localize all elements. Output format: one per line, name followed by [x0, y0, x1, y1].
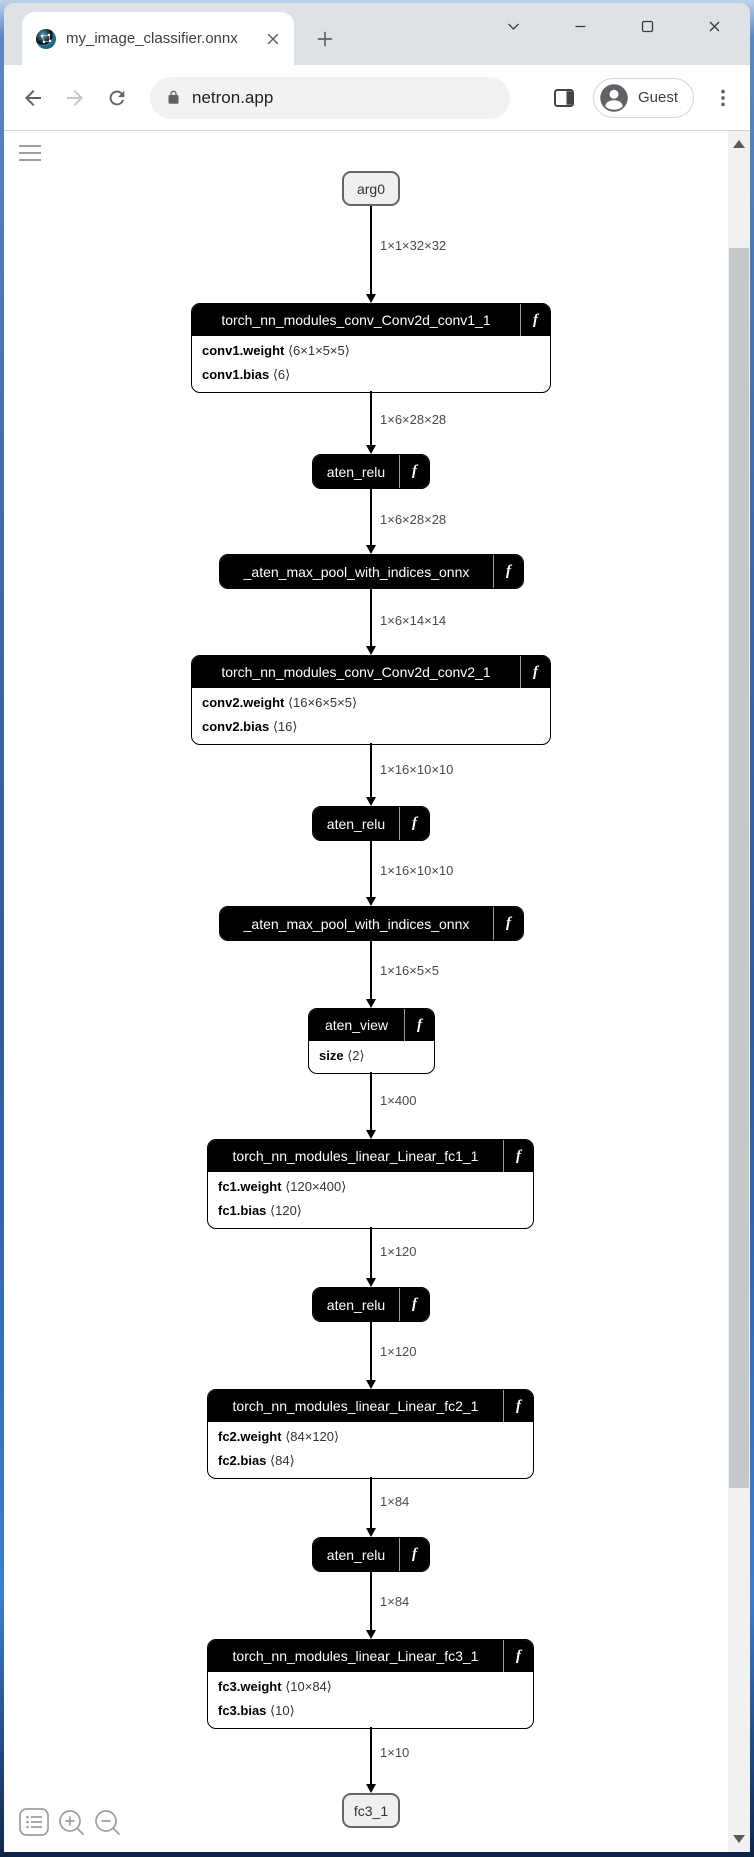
attr-dims: ⟨16⟩ — [269, 719, 298, 734]
node-header — [220, 907, 523, 940]
graph-controls — [19, 1808, 121, 1836]
attr-name: fc2.weight — [218, 1429, 282, 1444]
attr-dims: ⟨16×6×5×5⟩ — [284, 695, 358, 710]
edge-shape-label[interactable]: 1×16×5×5 — [380, 963, 439, 978]
op-node[interactable] — [207, 1639, 534, 1729]
url-bar[interactable] — [150, 77, 510, 119]
edge-line — [370, 1227, 372, 1279]
function-badge: f — [493, 555, 523, 588]
tab-close-button[interactable] — [262, 28, 284, 50]
node-header — [208, 1140, 533, 1172]
node-header — [192, 656, 550, 688]
node-title: aten_relu — [326, 463, 386, 480]
node-title: torch_nn_modules_conv_Conv2d_conv1_1 — [221, 312, 491, 328]
close-icon — [267, 33, 279, 45]
node-title: aten_relu — [326, 1546, 386, 1563]
edge-shape-label[interactable]: 1×6×28×28 — [380, 412, 447, 427]
edge-arrowhead-icon — [366, 797, 376, 806]
function-badge: f — [493, 907, 523, 940]
node-header — [313, 1288, 429, 1321]
minimize-icon — [572, 18, 589, 35]
chevron-down-icon — [505, 18, 522, 35]
op-node[interactable] — [312, 806, 430, 841]
edge-line — [370, 1322, 372, 1381]
node-header — [220, 555, 523, 588]
edge-shape-label[interactable]: 1×6×28×28 — [380, 512, 447, 527]
attr-row — [202, 339, 540, 363]
attr-row — [202, 691, 540, 715]
node-attributes — [309, 1041, 434, 1073]
forward-button[interactable] — [55, 78, 95, 118]
op-node[interactable] — [191, 655, 551, 745]
refresh-button[interactable] — [97, 78, 137, 118]
attr-name: fc1.weight — [218, 1179, 282, 1194]
properties-list-button[interactable] — [19, 1808, 49, 1836]
edge-shape-label[interactable]: 1×16×10×10 — [380, 762, 454, 777]
attr-name: conv1.weight — [202, 343, 285, 358]
zoom-out-button[interactable] — [94, 1809, 121, 1836]
edge-arrowhead-icon — [366, 897, 376, 906]
netron-favicon-icon — [36, 29, 56, 49]
attr-name: fc3.weight — [218, 1679, 282, 1694]
attr-row — [319, 1044, 424, 1068]
attr-row — [218, 1199, 523, 1223]
op-node[interactable] — [219, 906, 524, 941]
back-button[interactable] — [13, 78, 53, 118]
attr-dims: ⟨120⟩ — [266, 1203, 302, 1218]
profile-label: Guest — [637, 89, 678, 106]
function-badge: f — [404, 1009, 434, 1041]
netron-page — [4, 131, 750, 1852]
avatar-icon — [599, 83, 629, 113]
attr-row — [202, 363, 540, 387]
profile-button[interactable] — [593, 78, 694, 118]
edge-arrowhead-icon — [366, 1130, 376, 1139]
node-title: _aten_max_pool_with_indices_onnx — [243, 915, 470, 932]
node-title: _aten_max_pool_with_indices_onnx — [243, 563, 470, 580]
edge-arrowhead-icon — [366, 1784, 376, 1793]
op-node[interactable] — [312, 1537, 430, 1572]
plus-icon — [317, 31, 333, 47]
url-text: netron.app — [192, 87, 274, 107]
attr-row — [218, 1699, 523, 1723]
attr-row — [218, 1425, 523, 1449]
attr-name: conv2.bias — [202, 719, 270, 734]
attr-name: conv2.weight — [202, 695, 285, 710]
lock-icon — [166, 90, 181, 105]
node-attributes — [192, 336, 550, 392]
forward-arrow-icon — [63, 86, 87, 110]
edge-line — [370, 1727, 372, 1785]
edge-line — [370, 941, 372, 1000]
edge-shape-label[interactable]: 1×10 — [380, 1745, 410, 1760]
side-panel-icon — [552, 86, 576, 110]
edge-shape-label[interactable]: 1×1×32×32 — [380, 238, 447, 253]
side-panel-button[interactable] — [544, 78, 584, 118]
function-badge: f — [520, 656, 550, 688]
edge-arrowhead-icon — [366, 1630, 376, 1639]
attr-dims: ⟨6×1×5×5⟩ — [284, 343, 350, 358]
node-attributes — [208, 1422, 533, 1478]
op-node[interactable] — [308, 1008, 435, 1074]
node-header — [192, 304, 550, 336]
browser-toolbar — [4, 65, 750, 131]
function-badge: f — [399, 807, 429, 840]
maximize-icon — [639, 18, 656, 35]
node-attributes — [208, 1672, 533, 1728]
new-tab-button[interactable] — [310, 24, 340, 54]
edge-shape-label[interactable]: 1×84 — [380, 1594, 410, 1609]
toolbar-right-cluster — [543, 78, 744, 118]
op-node[interactable] — [207, 1389, 534, 1479]
attr-name: conv1.bias — [202, 367, 270, 382]
edge-shape-label[interactable]: 1×120 — [380, 1244, 417, 1259]
maximize-button[interactable] — [614, 5, 681, 47]
refresh-icon — [106, 87, 128, 109]
function-badge: f — [399, 1288, 429, 1321]
edge-arrowhead-icon — [366, 445, 376, 454]
attr-dims: ⟨10×84⟩ — [281, 1679, 332, 1694]
function-badge: f — [503, 1140, 533, 1172]
attr-dims: ⟨84×120⟩ — [281, 1429, 340, 1444]
io-node-fc3_1[interactable]: fc3_1 — [342, 1793, 400, 1828]
node-title: torch_nn_modules_linear_Linear_fc3_1 — [232, 1648, 479, 1664]
tab-search-button[interactable] — [480, 5, 547, 47]
node-title: torch_nn_modules_conv_Conv2d_conv2_1 — [221, 664, 491, 680]
node-header — [313, 1538, 429, 1571]
edge-arrowhead-icon — [366, 646, 376, 655]
scroll-down-icon[interactable] — [733, 1835, 745, 1843]
node-attributes — [192, 688, 550, 744]
browser-window — [4, 3, 750, 1852]
function-badge: f — [503, 1390, 533, 1422]
attr-row — [218, 1675, 523, 1699]
node-title: aten_relu — [326, 1296, 386, 1313]
attr-dims: ⟨10⟩ — [266, 1703, 295, 1718]
node-title: aten_relu — [326, 815, 386, 832]
attr-row — [202, 715, 540, 739]
edge-arrowhead-icon — [366, 294, 376, 303]
more-vertical-icon — [712, 87, 734, 109]
edge-arrowhead-icon — [366, 999, 376, 1008]
attr-row — [218, 1175, 523, 1199]
attr-name: fc1.bias — [218, 1203, 267, 1218]
edge-line — [370, 391, 372, 446]
tab-strip — [4, 3, 750, 65]
function-badge: f — [399, 1538, 429, 1571]
edge-shape-label[interactable]: 1×400 — [380, 1093, 417, 1108]
edge-line — [370, 841, 372, 898]
edge-line — [370, 589, 372, 647]
op-node[interactable] — [219, 554, 524, 589]
node-attributes — [208, 1172, 533, 1228]
edge-line — [370, 743, 372, 798]
browser-menu-button[interactable] — [703, 78, 743, 118]
node-header — [208, 1640, 533, 1672]
close-window-button[interactable] — [681, 5, 748, 47]
node-header — [208, 1390, 533, 1422]
attr-name: fc2.bias — [218, 1453, 267, 1468]
edge-arrowhead-icon — [366, 545, 376, 554]
minimize-button[interactable] — [547, 5, 614, 47]
node-title: torch_nn_modules_linear_Linear_fc2_1 — [232, 1398, 479, 1414]
back-arrow-icon — [21, 86, 45, 110]
close-icon — [706, 18, 723, 35]
node-header — [313, 807, 429, 840]
edge-line — [370, 1477, 372, 1529]
attr-name: fc3.bias — [218, 1703, 267, 1718]
op-node[interactable] — [207, 1139, 534, 1229]
edge-arrowhead-icon — [366, 1380, 376, 1389]
attr-name: size — [319, 1048, 344, 1063]
scrollbar-thumb[interactable] — [729, 248, 749, 1488]
node-header — [313, 455, 429, 488]
scroll-up-icon[interactable] — [733, 140, 745, 148]
io-node-arg0[interactable]: arg0 — [342, 171, 400, 206]
function-badge: f — [399, 455, 429, 488]
tab-title: my_image_classifier.onnx — [66, 30, 238, 47]
function-badge: f — [503, 1640, 533, 1672]
op-node[interactable] — [312, 454, 430, 489]
edge-shape-label[interactable]: 1×120 — [380, 1344, 417, 1359]
edge-line — [370, 489, 372, 546]
node-title: aten_view — [324, 1017, 389, 1033]
op-node[interactable] — [191, 303, 551, 393]
window-controls — [480, 5, 748, 47]
function-badge: f — [520, 304, 550, 336]
edge-arrowhead-icon — [366, 1528, 376, 1537]
edge-shape-label[interactable]: 1×84 — [380, 1494, 410, 1509]
attr-dims: ⟨84⟩ — [266, 1453, 295, 1468]
edge-arrowhead-icon — [366, 1278, 376, 1287]
graph-canvas — [4, 131, 750, 1852]
op-node[interactable] — [312, 1287, 430, 1322]
node-header — [309, 1009, 434, 1041]
node-title: torch_nn_modules_linear_Linear_fc1_1 — [232, 1148, 479, 1164]
attr-dims: ⟨6⟩ — [269, 367, 291, 382]
scrollbar[interactable] — [728, 131, 750, 1852]
browser-tab[interactable] — [22, 12, 294, 65]
edge-line — [370, 206, 372, 295]
attr-row — [218, 1449, 523, 1473]
edge-shape-label[interactable]: 1×16×10×10 — [380, 863, 454, 878]
attr-dims: ⟨2⟩ — [343, 1048, 365, 1063]
edge-line — [370, 1072, 372, 1131]
zoom-in-button[interactable] — [58, 1809, 85, 1836]
edge-shape-label[interactable]: 1×6×14×14 — [380, 613, 447, 628]
attr-dims: ⟨120×400⟩ — [281, 1179, 347, 1194]
edge-line — [370, 1572, 372, 1631]
